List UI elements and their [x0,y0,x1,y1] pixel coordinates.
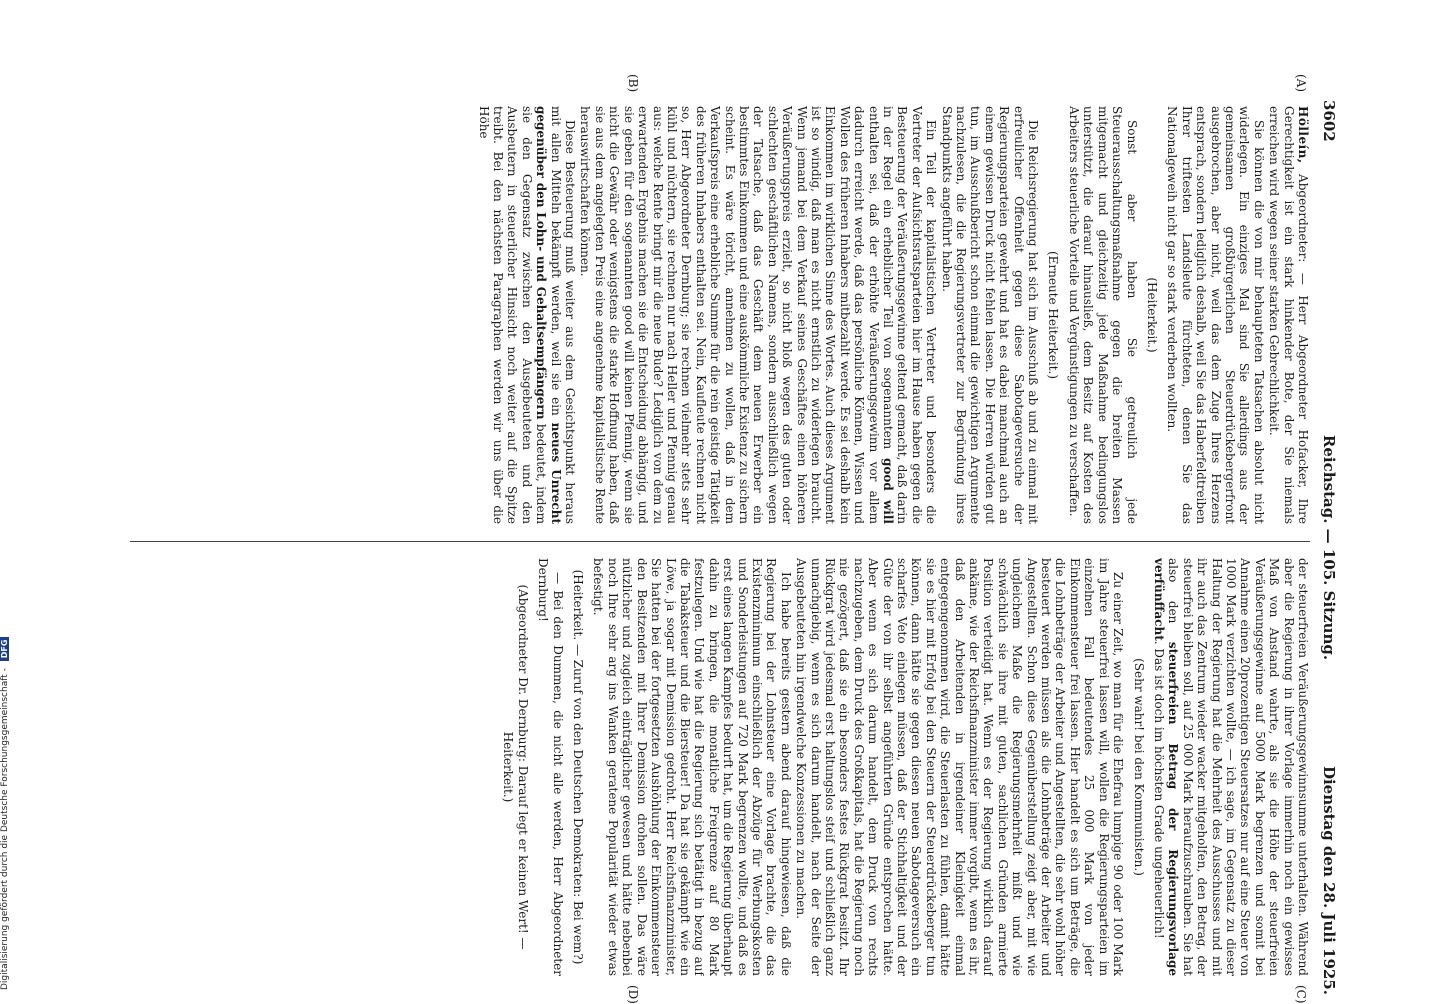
paragraph-text: Diese Besteuerung muß weiter aus dem Gesichtspunkt heraus mit allen Mitteln bekämpft werden, weil sie ein [548,106,578,524]
right-column [130,558,1310,976]
paragraph: Sie können die von mir behaupteten Tatsachen absolut nicht widerlegen. Ein einziges Mal sind Sie allerdings aus der gemeinsamen großbürgerlichen Steuerdrückebergerfront ausgebrochen, aber nicht, weil das dem Zuge Ihres Herzens entsprach, sondern lediglich deshalb, weil Sie das Haberfeldtreiben Ihrer triftesten Landsleute fürchteten, denen Sie das Nationalgeweih nicht gar so stark verderben wollten. [1165,106,1266,524]
left-column [130,106,1310,524]
margin-mark-a: (A) [1294,74,1308,93]
paragraph: — Herr Abgeordneter Hofacker, Ihre Gerechtigkeit ist ein stark hinkender Bote, der Sie niemals erreichen wird wegen seiner starken Gebrechlichkeit. [1267,106,1310,524]
margin-mark-d: (D) [626,985,640,1004]
emphasis-text: good will [881,457,896,524]
paragraph-text: der steuerfreien Veräußerungsgewinnsumme unterhalten. Während aber die Regierung in ihrer Vorlage immerhin noch ein gewisses Maß von Anstand wahrte, als sie die Höhe der steuerfreien Veräußerungsgewinne auf 5000 Mark begrenzen und somit bei Annahme einen 20prozentigen Steuersatzes nur auf eine Steuer von 1000 Mark verzichten wollte, — ich sage, im Gegensatz zu dieser Haltung der Regierung hat die Mehrheit des Ausschusses und mit ihr auch das Zentrum wieder wacker mitgeholfen, den Betrag, der steuerfrei bleiben soll, auf 25 000 Mark heraufzuschrauben. Sie hat also den [1166,558,1310,976]
interjection: (Heiterkeit. — Zuruf von den Deutschen Demokraten: Bei wem?) [571,569,586,965]
paragraph: — Bei den Dummen, die nicht alle werden, Herr Abgeordneter Dernburg! [536,558,565,976]
margin-mark-b: (B) [626,74,640,93]
margin-mark-c: (C) [1294,985,1308,1004]
speaker-role: Abgeordneter: [1296,174,1310,263]
paragraph: Ich habe bereits gestern abend darauf hingewiesen, daß die Regierung bei der Lohnsteuer eine Vorlage brachte, die das Existenzminimum einschließlich der Abzüge für Werbungskosten und Sonderleistungen auf 720 Mark begrenzen wollte, und daß es erst eines langen Kampfes bedurft hat, um die Regierung überhaupt dahin zu bringen, die monatliche Freigrenze auf 80 Mark festzulegen. Und wie hat die Regierung sich betätigt in bezug auf die Tabaksteuer und die Biersteuer! Da hat sie gekämpft wie ein Löwe, ja sogar mit Demission gedroht. Herr Reichsfinanzminister, Sie hatten bei der fortgesetzten Aushöhlung der Einkommensteuer den Besitzenden mit Ihrer Demission drohen sollen. Das wäre nützlicher und zugleich einträglicher gewesen und hätte nebenbei noch Ihre sehr arg ins Wanken geratene Popularität wieder etwas befestigt. [591,558,793,976]
paragraph [476,106,577,524]
paragraph-text: . Das ist doch im höchsten Grade ungeheuerlich! [1151,640,1166,939]
paragraph: Zu einer Zeit, wo man für die Ehefrau lumpige 90 oder 100 Mark im Jahre steuerfrei lassen will, wollen die Regierungsparteien im einzelnen Fall bedeutendes 25 000 Mark von jeder Einkommensteuer frei lassen. Hier handelt es sich um Beträge, die die Lohnbeträge der Arbeiter und Angestellten, die sehr wohl höher besteuert werden müssen als die Lohnbeträge der Arbeiter und Angestellten. Schon diese Gegenüberstellung zeigt aber, mit wie ungleichem Maße die Regierungsmehrheit mißt und wie schwächlich sie ihre mit guten, sachlichen Gründen armierte Position verteidigt hat. Wenn es der Regierung wirklich darauf ankäme, wie der Reichsfinanzminister immer vorgibt, wenn es ihr, daß den Arbeitenden in irgendeiner Kleinigkeit einmal entgegengenommen wird, die Steuerlasten zu fühlen, damit hätte sie es hier mit Erfolg bei den Steuern der Steuerdrückeberger tun können, dann hätte sie gegen diesen neuen Sabotageversuch ein scharfes Veto einlegen müssen, daß der Stichhaltigkeit und der Güte der von ihr selbst angeführten Gründe entsprochen hätte. Aber wenn es sich darum handelt, dem Druck von rechts nachzugeben, dem Druck des Großkapitals, hat die Regierung noch nie gezögert, daß sie ein besonders festes Rückgrat besitzt. Ihr Rückgrat wird jedesmal erst haltungslos steif und schließlich ganz unnachgiebig, wenn es sich darum handelt, nach der Seite der Ausgebeuteten hin irgendwelche Konzessionen zu machen. [794,558,1126,976]
document-page [90,74,1340,1004]
interjection: (Erneute Heiterkeit.) [1046,250,1061,380]
paragraph-text: bedeutet, indem sie den Gegensatz zwischen den Ausgebeuteten und den Ausbeutern in steuerlicher Hinsicht noch weiter auf die Spitze treibt. Bei den nächsten Paragraphen werden wir uns über die Höhe [476,106,549,524]
page-header [1314,100,1340,995]
column-divider [130,541,1310,542]
paragraph [1152,558,1310,976]
paragraph-text: Ein Teil der kapitalistischen Vertreter und besonders die Vertreter der Aufsichtsratsparteien hier im Hause haben gegen die Besteuerung der Veräußerungsgewinne geltend gemacht, daß darin in der Regel ein erheblicher Teil von sogenanntem [881,106,939,524]
paragraph: Sonst aber haben Sie getreulich jede Steuerausschaltungsmaßnahme gegen die breiten Massen mitgemacht und gleichzeitig jede Maßnahme bedingungslos unterstützt, die darauf hinausließ, dem Besitz auf Kosten des Arbeiters steuerliche Vorteile und Vergünstigungen zu verschaffen. [1066,106,1139,524]
page-number: 3602 [1320,100,1338,142]
credit-text: Digitalisierung gefördert durch die Deutsche Forschungsgemeinschaft - [0,668,10,990]
digitization-credit [0,30,14,1000]
emphasis-text: steuerfreien Betrag der Regierungsvorlage verfünffacht [1151,558,1181,976]
speaker-name: Hölleín, [1296,106,1310,164]
speaker-paragraph [1267,106,1310,524]
interjection: (Heiterkeit.) [1144,277,1159,353]
paragraph-text: enthalten sei, daß der erhöhte Veräußerungsgewinn vor allem dadurch erreicht werde, daß das persönliche Können, Wissen und Wollen des früheren Inhabers mitbezahlt werde. Es sei deshalb kein Einkommen im wirklichen Sinne des Wortes. Auch dieses Argument ist so windig, daß man es nicht ernstlich zu widerlegen braucht. Wenn jemand bei dem Verkauf seines Geschäftes einen höheren Veräußerungspreis erzielt, so nicht bloß wegen des guten oder schlechten geschäftlichen Namens, sondern ausschließlich wegen der Tatsache, daß das Geschäft dem neuen Erwerber ein bestimmtes Einkommen und eine auskömmliche Existenz zu sichern scheint. Es wäre töricht, annehmen zu wollen, daß in dem Verkaufspreis eine erhebliche Summe für die rein geistige Tätigkeit des früheren Inhabers enthalten sei. Nein, Kaufleute rechnen nicht so, Herr Abgeordneter Dernburg; sie rechnen vielmehr stets sehr kühl und nüchtern, sie rechnen nur nach Heller und Pfennig genau aus: welche Rente bringt mir die neue Bude? Lediglich von dem zu erwartenden Ergebnis machen sie die Entscheidung abhängig, und sie geben für den sogenannten good will keinen Pfennig, wenn sie nicht die Gewähr oder wenigstens die starke Hoffnung haben, daß sie aus dem angelegten Preis eine angenehme kapitalistische Rente herauswirtschaften können. [578,106,881,524]
dfg-logo: DFG [0,637,9,662]
session-title: Reichstag. — 105. Sitzung. [1320,434,1338,661]
paragraph [578,106,938,524]
session-date: Dienstag den 28. Juli 1925. [1320,765,1338,995]
emphasis-text: neues Unrecht gegenüber den Lohn- und Gehaltsempfängern [534,106,563,524]
interjection: (Abgeordneter Dr. Dernburg: Darauf legt er keinen Wert! — Heiterkeit.) [501,584,530,950]
interjection: (Sehr wahr! bei den Kommunisten.) [1131,658,1146,876]
paragraph: Die Reichsregierung hat sich im Ausschuß ab und zu einmal mit erfreulicher Offenheit gegen diese Sabotageversuche der Regierungsparteien gewehrt und hat es dabei manchmal auch an einem gewissen Druck nicht fehlen lassen. Die Herren würden gut tun, im Ausschußbericht schon einmal die gewichtigen Argumente nachzulesen, die die Regierungsvertreter zur Begründung ihres Standpunkts angeführt haben. [939,106,1041,524]
